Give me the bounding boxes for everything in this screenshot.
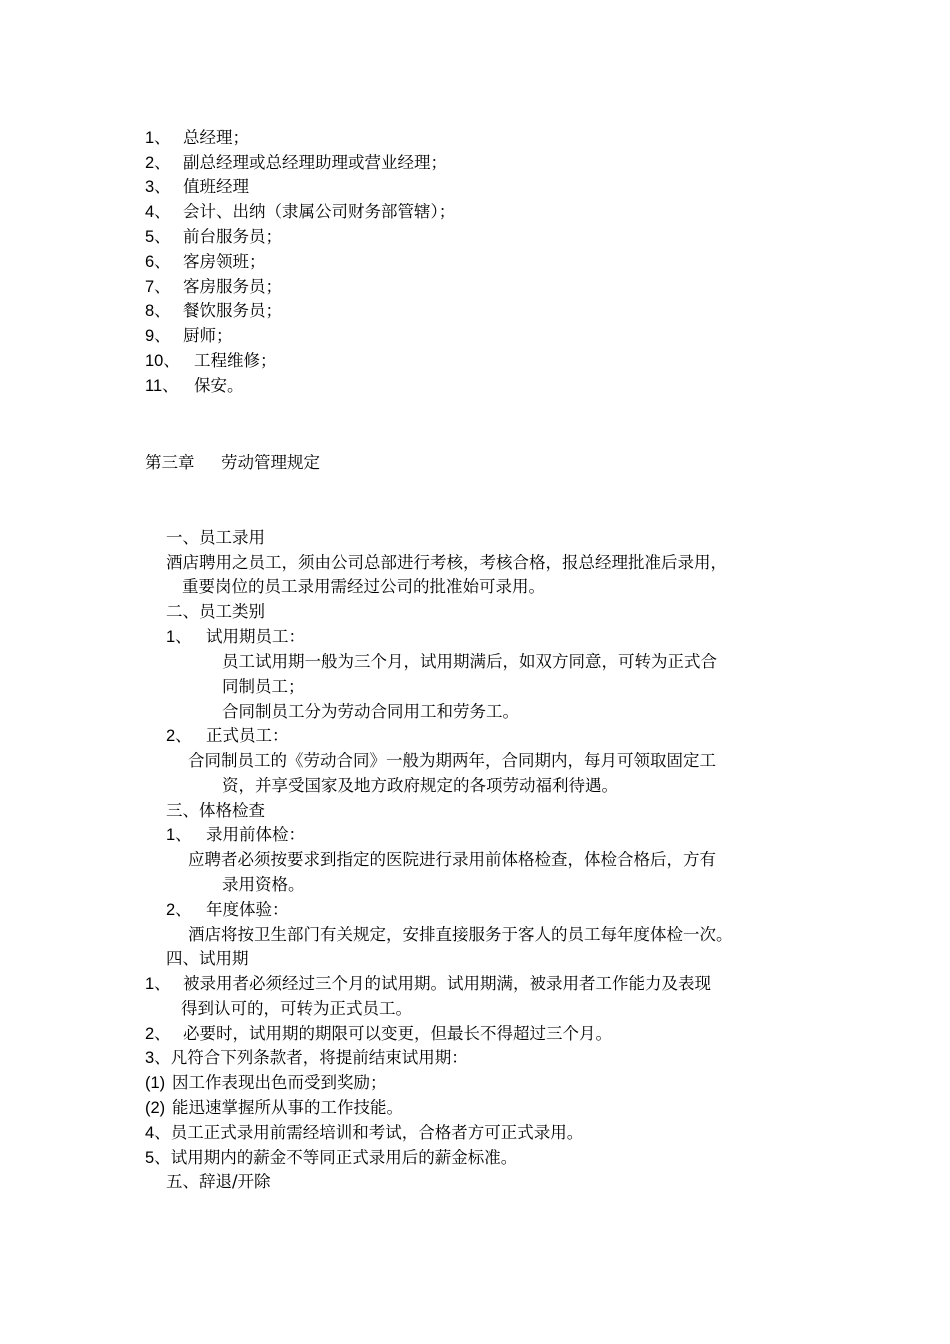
list-text: 厨师； bbox=[183, 326, 233, 345]
list-number: 1、 bbox=[145, 129, 171, 147]
list-text: 总经理； bbox=[183, 128, 249, 147]
list-item bbox=[145, 1096, 403, 1120]
list-item bbox=[145, 1022, 612, 1046]
subsection-heading bbox=[166, 823, 305, 847]
list-number: 2、 bbox=[145, 1025, 171, 1043]
list-number: 5、 bbox=[145, 228, 171, 246]
list-item bbox=[145, 374, 244, 398]
list-number: (2) bbox=[145, 1099, 166, 1117]
list-item bbox=[145, 1046, 468, 1070]
paragraph-line: 酒店将按卫生部门有关规定，安排直接服务于客人的员工每年度体检一次。 bbox=[188, 925, 733, 944]
paragraph-line: 应聘者必须按要求到指定的医院进行录用前体格检查，体检合格后，方有 bbox=[188, 850, 716, 869]
section-heading: 一、员工录用 bbox=[166, 528, 265, 547]
list-number: 8、 bbox=[145, 302, 171, 320]
list-item bbox=[145, 1146, 517, 1170]
subsection-heading bbox=[166, 898, 289, 922]
paragraph-line: 合同制员工分为劳动合同用工和劳务工。 bbox=[222, 702, 519, 721]
list-text: 能迅速掌握所从事的工作技能。 bbox=[172, 1098, 403, 1117]
list-item bbox=[145, 299, 282, 323]
list-number: 1、 bbox=[145, 975, 171, 993]
list-item bbox=[145, 151, 447, 175]
subsection-title: 正式员工： bbox=[206, 726, 289, 745]
list-text: 被录用者必须经过三个月的试用期。试用期满，被录用者工作能力及表现 bbox=[183, 974, 711, 993]
list-number: 10、 bbox=[145, 352, 180, 370]
subsection-title: 录用前体检： bbox=[206, 825, 305, 844]
list-text: 员工正式录用前需经培训和考试，合格者方可正式录用。 bbox=[170, 1123, 584, 1142]
list-item bbox=[145, 349, 277, 373]
subsection-heading bbox=[166, 724, 289, 748]
paragraph-line: 得到认可的，可转为正式员工。 bbox=[181, 999, 412, 1018]
section-heading: 三、体格检查 bbox=[166, 801, 265, 820]
list-number: 4、 bbox=[145, 203, 171, 221]
subsection-title: 年度体验： bbox=[206, 900, 289, 919]
section-heading: 五、辞退/开除 bbox=[166, 1172, 271, 1191]
chapter-title: 劳动管理规定 bbox=[221, 453, 320, 472]
subsection-heading bbox=[166, 625, 305, 649]
list-number: 2、 bbox=[166, 727, 192, 745]
list-text: 会计、出纳（隶属公司财务部管辖）； bbox=[183, 202, 456, 221]
list-text: 副总经理或总经理助理或营业经理； bbox=[183, 153, 447, 172]
list-item bbox=[145, 972, 711, 996]
list-item bbox=[145, 1071, 387, 1095]
list-item bbox=[145, 1121, 583, 1145]
paragraph-line: 员工试用期一般为三个月，试用期满后，如双方同意，可转为正式合 bbox=[222, 652, 717, 671]
list-item bbox=[145, 225, 282, 249]
list-number: 3、 bbox=[145, 178, 171, 196]
list-text: 前台服务员； bbox=[183, 227, 282, 246]
list-number: 2、 bbox=[166, 901, 192, 919]
list-text: 试用期内的薪金不等同正式录用后的薪金标准。 bbox=[170, 1148, 518, 1167]
list-number: 11、 bbox=[145, 377, 179, 395]
paragraph-line: 合同制员工的《劳动合同》一般为期两年，合同期内，每月可领取固定工 bbox=[188, 751, 716, 770]
chapter-label: 第三章 bbox=[145, 453, 195, 472]
section-heading: 二、员工类别 bbox=[166, 602, 265, 621]
list-text: 餐饮服务员； bbox=[183, 301, 282, 320]
list-number: 1、 bbox=[166, 628, 192, 646]
list-text: 客房服务员； bbox=[183, 277, 282, 296]
list-number: 1、 bbox=[166, 826, 192, 844]
list-text: 值班经理 bbox=[183, 177, 249, 196]
list-number: 4、 bbox=[145, 1124, 171, 1142]
paragraph-line: 重要岗位的员工录用需经过公司的批准始可录用。 bbox=[182, 577, 545, 596]
list-item bbox=[145, 126, 249, 150]
list-text: 工程维修； bbox=[194, 351, 277, 370]
list-number: 6、 bbox=[145, 253, 171, 271]
paragraph-line: 同制员工； bbox=[222, 677, 305, 696]
list-text: 因工作表现出色而受到奖励； bbox=[172, 1073, 387, 1092]
list-number: 2、 bbox=[145, 154, 171, 172]
list-text: 凡符合下列条款者，将提前结束试用期： bbox=[170, 1048, 468, 1067]
list-number: 7、 bbox=[145, 278, 171, 296]
subsection-title: 试用期员工： bbox=[206, 627, 305, 646]
section-heading: 四、试用期 bbox=[166, 949, 249, 968]
paragraph-line: 酒店聘用之员工，须由公司总部进行考核，考核合格，报总经理批准后录用， bbox=[166, 553, 727, 572]
list-number: 9、 bbox=[145, 327, 171, 345]
list-item bbox=[145, 250, 266, 274]
list-number: 5、 bbox=[145, 1149, 171, 1167]
paragraph-line: 资，并享受国家及地方政府规定的各项劳动福利待遇。 bbox=[222, 776, 618, 795]
paragraph-line: 录用资格。 bbox=[222, 875, 305, 894]
list-item bbox=[145, 175, 249, 199]
chapter-heading bbox=[145, 451, 320, 475]
list-item bbox=[145, 324, 233, 348]
list-text: 保安。 bbox=[194, 376, 244, 395]
list-number: 3、 bbox=[145, 1049, 171, 1067]
list-item bbox=[145, 200, 455, 224]
list-number: (1) bbox=[145, 1074, 166, 1092]
list-text: 必要时，试用期的期限可以变更，但最长不得超过三个月。 bbox=[183, 1024, 612, 1043]
list-text: 客房领班； bbox=[183, 252, 266, 271]
list-item bbox=[145, 275, 282, 299]
